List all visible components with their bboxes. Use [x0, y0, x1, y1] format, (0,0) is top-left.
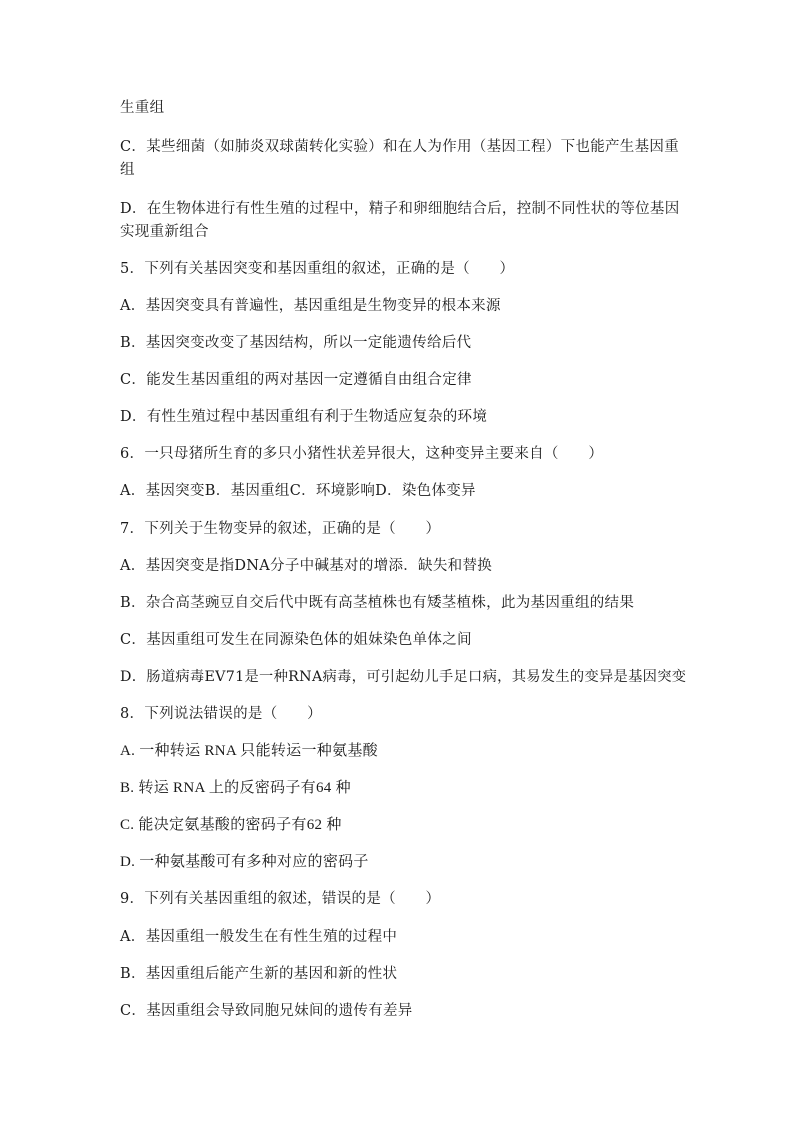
q8-option-c: C. 能决定氨基酸的密码子有62 种: [120, 817, 342, 833]
q9-stem: 9．下列有关基因重组的叙述，错误的是（ ）: [120, 891, 441, 907]
q9-option-b: B．基因重组后能产生新的基因和新的性状: [120, 966, 398, 982]
q9-option-a: A．基因重组一般发生在有性生殖的过程中: [120, 929, 398, 945]
q5-option-a: A．基因突变具有普遍性，基因重组是生物变异的根本来源: [120, 298, 501, 314]
q6-options: A．基因突变B．基因重组C．环境影响D．染色体变异: [120, 483, 476, 499]
q8-stem: 8．下列说法错误的是（ ）: [120, 706, 322, 722]
q7-stem: 7．下列关于生物变异的叙述，正确的是（ ）: [120, 521, 441, 537]
q8-option-d: D. 一种氨基酸可有多种对应的密码子: [120, 854, 369, 870]
q7-option-b: B．杂合高茎豌豆自交后代中既有高茎植株也有矮茎植株，此为基因重组的结果: [120, 595, 635, 611]
q5-option-b: B．基因突变改变了基因结构，所以一定能遗传给后代: [120, 335, 472, 351]
q5-stem: 5．下列有关基因突变和基因重组的叙述，正确的是（ ）: [120, 261, 515, 277]
q4-option-c-line2: 组: [120, 162, 135, 178]
q6-stem: 6．一只母猪所生育的多只小猪性状差异很大，这种变异主要来自（ ）: [120, 446, 604, 462]
q5-option-d: D．有性生殖过程中基因重组有利于生物适应复杂的环境: [120, 409, 488, 425]
q7-option-c: C．基因重组可发生在同源染色体的姐妹染色单体之间: [120, 632, 472, 648]
q5-option-c: C．能发生基因重组的两对基因一定遵循自由组合定律: [120, 372, 472, 388]
q4-option-d-line2: 实现重新组合: [120, 224, 209, 240]
q4-option-c-line1: C．某些细菌（如肺炎双球菌转化实验）和在人为作用（基因工程）下也能产生基因重: [120, 139, 679, 155]
q9-option-c: C．基因重组会导致同胞兄妹间的遗传有差异: [120, 1003, 413, 1019]
q7-option-a: A．基因突变是指DNA分子中碱基对的增添．缺失和替换: [120, 558, 493, 574]
q8-option-a: A. 一种转运 RNA 只能转运一种氨基酸: [120, 743, 378, 759]
text-line-continuation: 生重组: [120, 100, 165, 116]
q4-option-d-line1: D．在生物体进行有性生殖的过程中，精子和卵细胞结合后，控制不同性状的等位基因: [120, 201, 680, 217]
q8-option-b: B. 转运 RNA 上的反密码子有64 种: [120, 780, 351, 796]
q7-option-d: D．肠道病毒EV71是一种RNA病毒，可引起幼儿手足口病，其易发生的变异是基因突变: [120, 669, 687, 685]
